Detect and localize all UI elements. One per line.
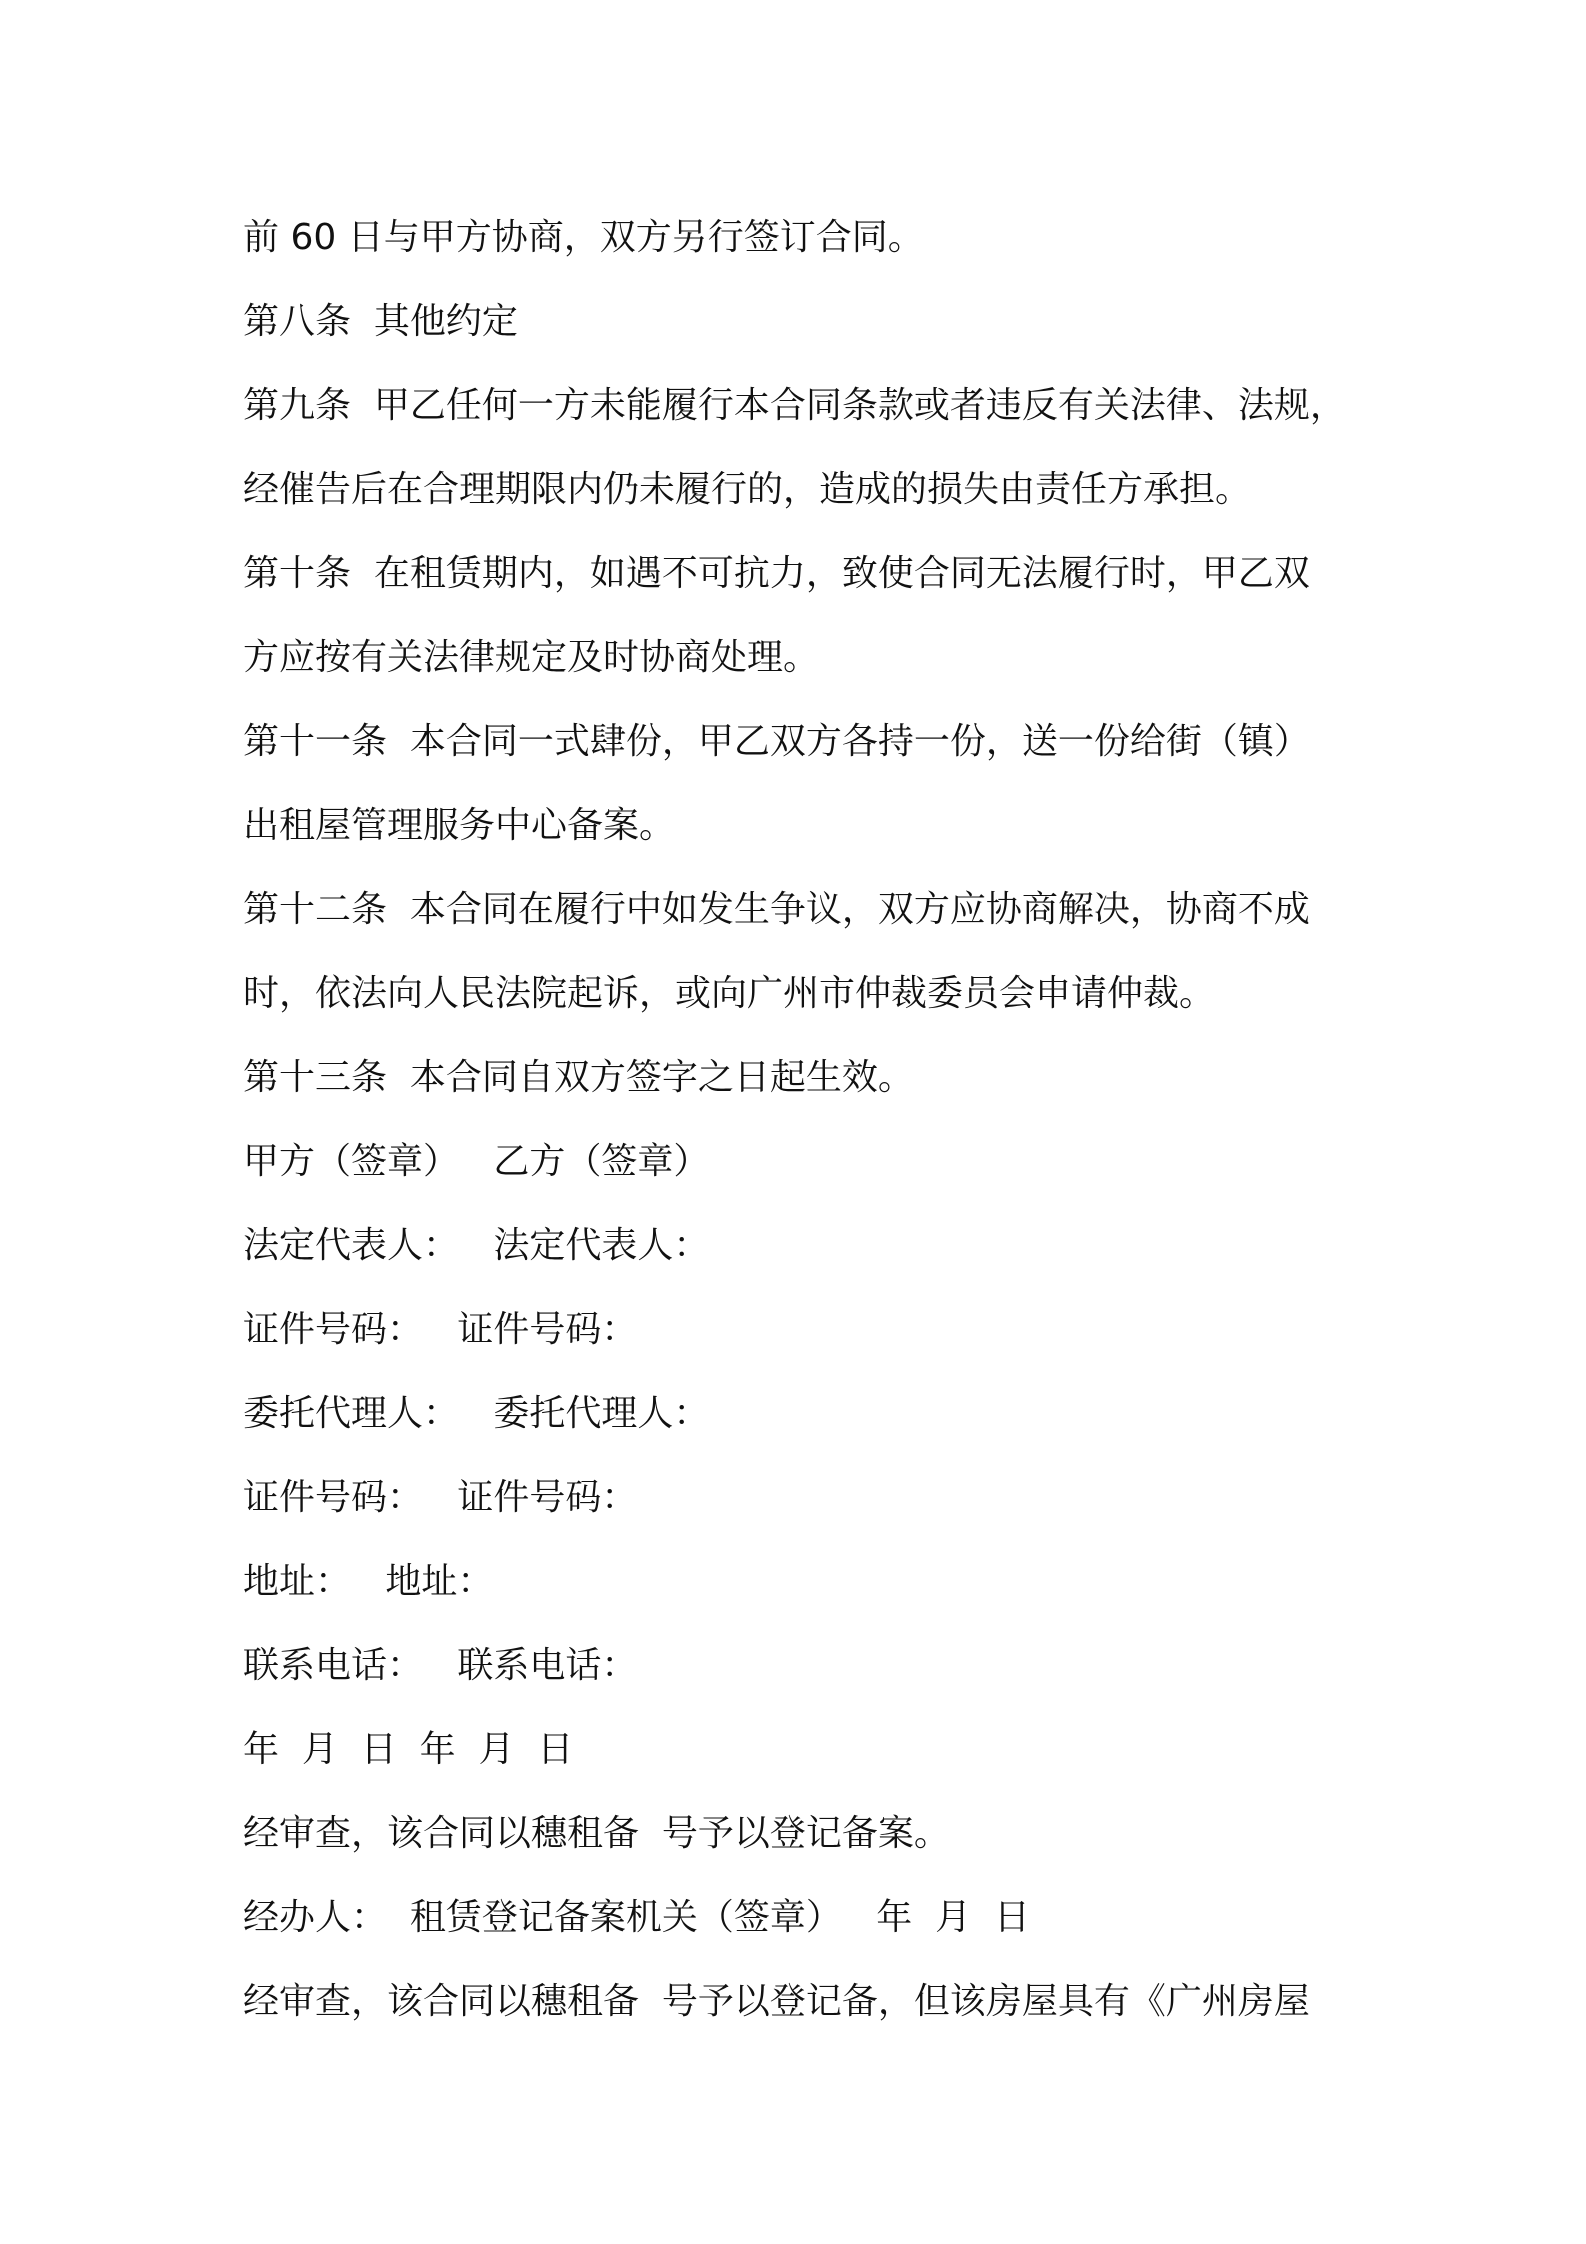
article-13: 第十三条 本合同自双方签字之日起生效。: [243, 1057, 914, 1098]
text-line-continuation: 前 60 日与甲方协商，双方另行签订合同。: [243, 217, 924, 258]
phone-labels: 联系电话： 联系电话：: [243, 1645, 638, 1686]
article-8-heading: 第八条 其他约定: [243, 301, 518, 342]
agent-id-number-labels: 证件号码： 证件号码：: [243, 1477, 638, 1518]
article-11-line-2: 出租屋管理服务中心备案。: [243, 805, 676, 846]
registration-officer-line: 经办人： 租赁登记备案机关（签章） 年 月 日: [243, 1897, 1030, 1938]
authorized-agent-labels: 委托代理人： 委托代理人：: [243, 1393, 710, 1434]
article-12-line-2: 时，依法向人民法院起诉，或向广州市仲裁委员会申请仲裁。: [243, 973, 1216, 1014]
id-number-labels: 证件号码： 证件号码：: [243, 1309, 638, 1350]
address-labels: 地址： 地址：: [243, 1561, 494, 1602]
registration-conditional-note: 经审查，该合同以穗租备 号予以登记备，但该房屋具有《广州房屋: [243, 1981, 1310, 2022]
article-10-line-2: 方应按有关法律规定及时协商处理。: [243, 637, 820, 678]
document-body: [243, 196, 1373, 2044]
registration-approval-note: 经审查，该合同以穗租备 号予以登记备案。: [243, 1813, 950, 1854]
legal-representative-labels: 法定代表人： 法定代表人：: [243, 1225, 710, 1266]
article-12-line-1: 第十二条 本合同在履行中如发生争议，双方应协商解决，协商不成: [243, 889, 1310, 930]
article-9-line-2: 经催告后在合理期限内仍未履行的，造成的损失由责任方承担。: [243, 469, 1252, 510]
article-9-line-1: 第九条 甲乙任何一方未能履行本合同条款或者违反有关法律、法规，: [243, 385, 1346, 426]
date-labels: 年 月 日 年 月 日: [243, 1729, 574, 1770]
signature-party-labels: 甲方（签章） 乙方（签章）: [243, 1141, 710, 1182]
article-10-line-1: 第十条 在租赁期内，如遇不可抗力，致使合同无法履行时，甲乙双: [243, 553, 1310, 594]
article-11-line-1: 第十一条 本合同一式肆份，甲乙双方各持一份，送一份给街（镇）: [243, 721, 1310, 762]
